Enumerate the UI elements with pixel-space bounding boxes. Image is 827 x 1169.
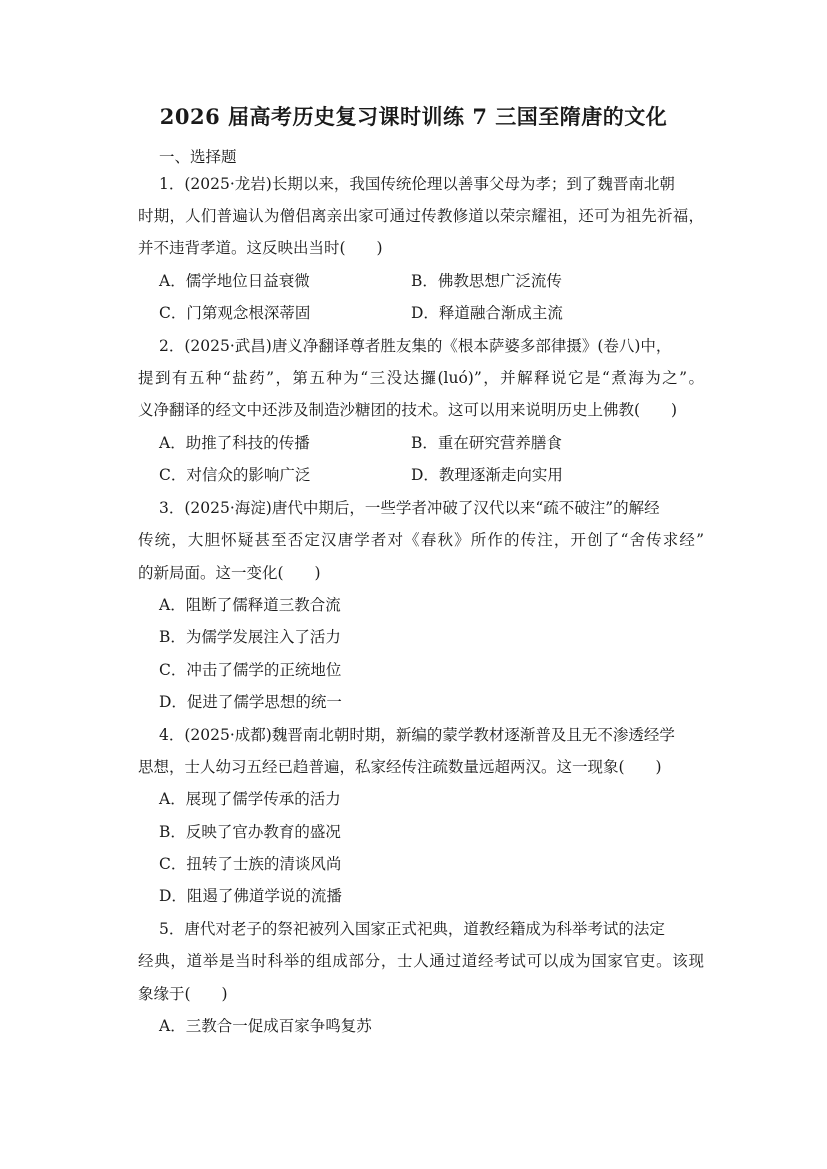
question-2-line-2: 提到有五种“盐药”，第五种为“三没达攞(luó)”，并解释说它是“煮海为之”。 <box>138 369 704 387</box>
question-2-option-d: D．教理逐渐走向实用 <box>411 466 563 484</box>
question-3-option-b: B．为儒学发展注入了活力 <box>159 628 341 646</box>
question-2-option-c: C．对信众的影响广泛 <box>159 466 311 484</box>
question-1-option-b: B．佛教思想广泛流传 <box>411 272 562 290</box>
section-heading: 一、选择题 <box>159 148 237 166</box>
question-5-line-3: 象缘于( ) <box>138 985 228 1003</box>
question-3-option-c: C．冲击了儒学的正统地位 <box>159 661 342 679</box>
question-3-line-1: 3．(2025·海淀)唐代中期后，一些学者冲破了汉代以来“疏不破注”的解经 <box>159 499 660 517</box>
question-3-option-d: D．促进了儒学思想的统一 <box>159 693 342 711</box>
question-4-option-d: D．阻遏了佛道学说的流播 <box>159 887 342 905</box>
question-1-option-a: A．儒学地位日益衰微 <box>159 272 310 290</box>
question-1-line-3: 并不违背孝道。这反映出当时( ) <box>138 239 383 257</box>
question-1-option-d: D．释道融合渐成主流 <box>411 304 563 322</box>
question-1-line-2: 时期，人们普遍认为僧侣离亲出家可通过传教修道以荣宗耀祖，还可为祖先祈福， <box>138 207 704 225</box>
question-4-option-c: C．扭转了士族的清谈风尚 <box>159 855 342 873</box>
page-title: 2026 届高考历史复习课时训练 7 三国至隋唐的文化 <box>159 104 668 129</box>
question-2-option-a: A．助推了科技的传播 <box>159 434 310 452</box>
question-4-option-a: A．展现了儒学传承的活力 <box>159 790 341 808</box>
question-5-line-2: 经典，道举是当时科举的组成部分，士人通过道经考试可以成为国家官吏。该现 <box>138 952 704 970</box>
question-5-line-1: 5．唐代对老子的祭祀被列入国家正式祀典，道教经籍成为科举考试的法定 <box>159 920 665 938</box>
question-3-option-a: A．阻断了儒释道三教合流 <box>159 596 341 614</box>
question-4-line-1: 4．(2025·成都)魏晋南北朝时期，新编的蒙学教材逐渐普及且无不渗透经学 <box>159 726 675 744</box>
question-3-line-2: 传统，大胆怀疑甚至否定汉唐学者对《春秋》所作的传注，开创了“舍传求经” <box>138 531 704 549</box>
question-5-option-a: A．三教合一促成百家争鸣复苏 <box>159 1017 372 1035</box>
question-4-option-b: B．反映了官办教育的盛况 <box>159 823 341 841</box>
question-2-line-3: 义净翻译的经文中还涉及制造沙糖团的技术。这可以用来说明历史上佛教( ) <box>138 401 678 419</box>
question-3-line-3: 的新局面。这一变化( ) <box>138 564 321 582</box>
question-2-option-b: B．重在研究营养膳食 <box>411 434 562 452</box>
question-4-line-2: 思想，士人幼习五经已趋普遍，私家经传注疏数量远超两汉。这一现象( ) <box>138 758 662 776</box>
question-1-option-c: C．门第观念根深蒂固 <box>159 304 311 322</box>
question-2-line-1: 2．(2025·武昌)唐义净翻译尊者胜友集的《根本萨婆多部律摄》(卷八)中， <box>159 337 672 355</box>
question-1-line-1: 1．(2025·龙岩)长期以来，我国传统伦理以善事父母为孝；到了魏晋南北朝 <box>159 175 675 193</box>
